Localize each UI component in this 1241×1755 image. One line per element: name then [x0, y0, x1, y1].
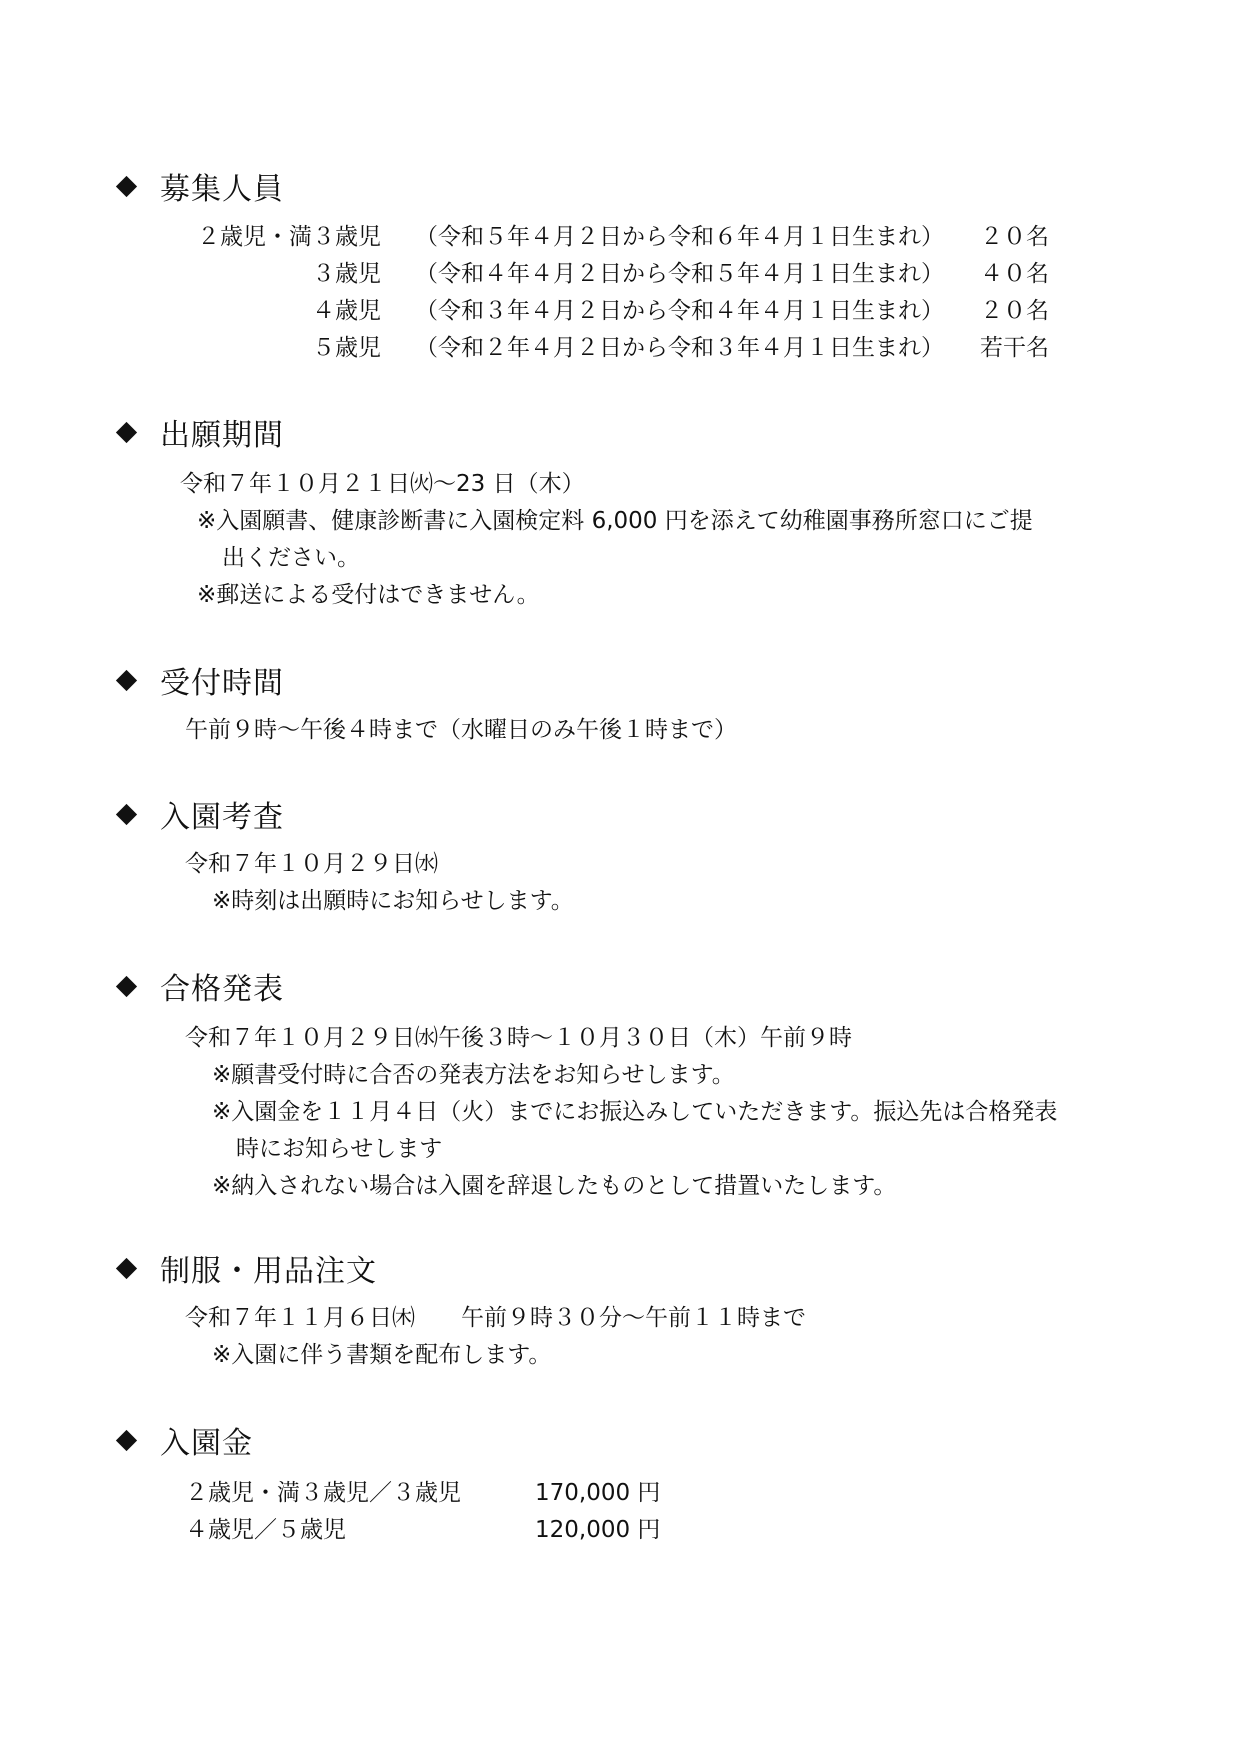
section-heading — [115, 410, 1135, 454]
reception-hours-text: 午前９時～午後４時まで（水曜日のみ午後１時まで） — [185, 717, 737, 743]
capacity: 若干名 — [980, 335, 1049, 361]
section-results — [115, 964, 1135, 1205]
recruitment-row — [115, 253, 1135, 290]
age-group: ３歳児 — [312, 261, 381, 287]
fee-amount: 120,000 円 — [535, 1517, 661, 1543]
fee-label: ２歳児・満３歳児／３歳児 — [185, 1480, 461, 1506]
diamond-bullet-icon — [116, 669, 137, 690]
heading-text: 制服・用品注文 — [160, 1254, 377, 1289]
diamond-bullet-icon — [116, 421, 137, 442]
fee-label: ４歳児／５歳児 — [185, 1517, 346, 1543]
heading-text: 出願期間 — [160, 418, 284, 453]
heading-text: 受付時間 — [160, 666, 284, 701]
diamond-bullet-icon — [116, 1429, 137, 1450]
section-heading — [115, 792, 1135, 836]
application-date: 令和７年１０月２１日㈫～23 日（木） — [180, 471, 585, 497]
recruitment-row — [115, 216, 1135, 253]
fee-row — [115, 1472, 1135, 1509]
note-text: ※入園願書、健康診断書に入園検定料 6,000 円を添えて幼稚園事務所窓口にご提 — [197, 508, 1033, 534]
recruitment-row — [115, 327, 1135, 364]
diamond-bullet-icon — [116, 803, 137, 824]
diamond-bullet-icon — [116, 975, 137, 996]
section-heading — [115, 964, 1135, 1008]
recruitment-row — [115, 290, 1135, 327]
section-recruitment — [115, 164, 1135, 364]
section-heading — [115, 1418, 1135, 1462]
note-text: ※入園金を１１月４日（火）までにお振込みしていただきます。振込先は合格発表 — [212, 1099, 1058, 1125]
note-text-continued: 出ください。 — [222, 545, 360, 571]
birth-range: （令和５年４月２日から令和６年４月１日生まれ） — [415, 224, 944, 250]
results-date: 令和７年１０月２９日㈬午後３時～１０月３０日（木）午前９時 — [185, 1025, 852, 1051]
exam-date: 令和７年１０月２９日㈬ — [185, 851, 438, 877]
diamond-bullet-icon — [116, 1257, 137, 1278]
fee-amount: 170,000 円 — [535, 1480, 661, 1506]
capacity: ２０名 — [980, 298, 1049, 324]
note-text: ※時刻は出願時にお知らせします。 — [212, 888, 574, 914]
heading-text: 募集人員 — [160, 172, 284, 207]
note-text: ※入園に伴う書類を配布します。 — [212, 1342, 552, 1368]
capacity: ４０名 — [980, 261, 1049, 287]
section-heading — [115, 164, 1135, 208]
section-uniform-order — [115, 1246, 1135, 1374]
section-exam — [115, 792, 1135, 920]
birth-range: （令和４年４月２日から令和５年４月１日生まれ） — [415, 261, 944, 287]
age-group: ２歳児・満３歳児 — [197, 224, 381, 250]
note-text: ※納入されない場合は入園を辞退したものとして措置いたします。 — [212, 1173, 897, 1199]
birth-range: （令和３年４月２日から令和４年４月１日生まれ） — [415, 298, 944, 324]
heading-text: 合格発表 — [160, 972, 284, 1007]
age-group: ５歳児 — [312, 335, 381, 361]
uniform-order-date: 令和７年１１月６日㈭ 午前９時３０分～午前１１時まで — [185, 1305, 806, 1331]
heading-text: 入園考査 — [160, 800, 284, 835]
note-text: ※願書受付時に合否の発表方法をお知らせします。 — [212, 1062, 735, 1088]
recruitment-table — [115, 216, 1135, 364]
section-entrance-fee — [115, 1418, 1135, 1546]
fee-row — [115, 1509, 1135, 1546]
capacity: ２０名 — [980, 224, 1049, 250]
age-group: ４歳児 — [312, 298, 381, 324]
heading-text: 入園金 — [160, 1426, 253, 1461]
section-heading — [115, 658, 1135, 702]
fee-table — [115, 1472, 1135, 1546]
note-text-continued: 時にお知らせします — [236, 1136, 443, 1162]
section-reception-hours — [115, 658, 1135, 749]
section-heading — [115, 1246, 1135, 1290]
birth-range: （令和２年４月２日から令和３年４月１日生まれ） — [415, 335, 944, 361]
section-application-period — [115, 410, 1135, 614]
diamond-bullet-icon — [116, 175, 137, 196]
note-text: ※郵送による受付はできません。 — [197, 582, 540, 608]
